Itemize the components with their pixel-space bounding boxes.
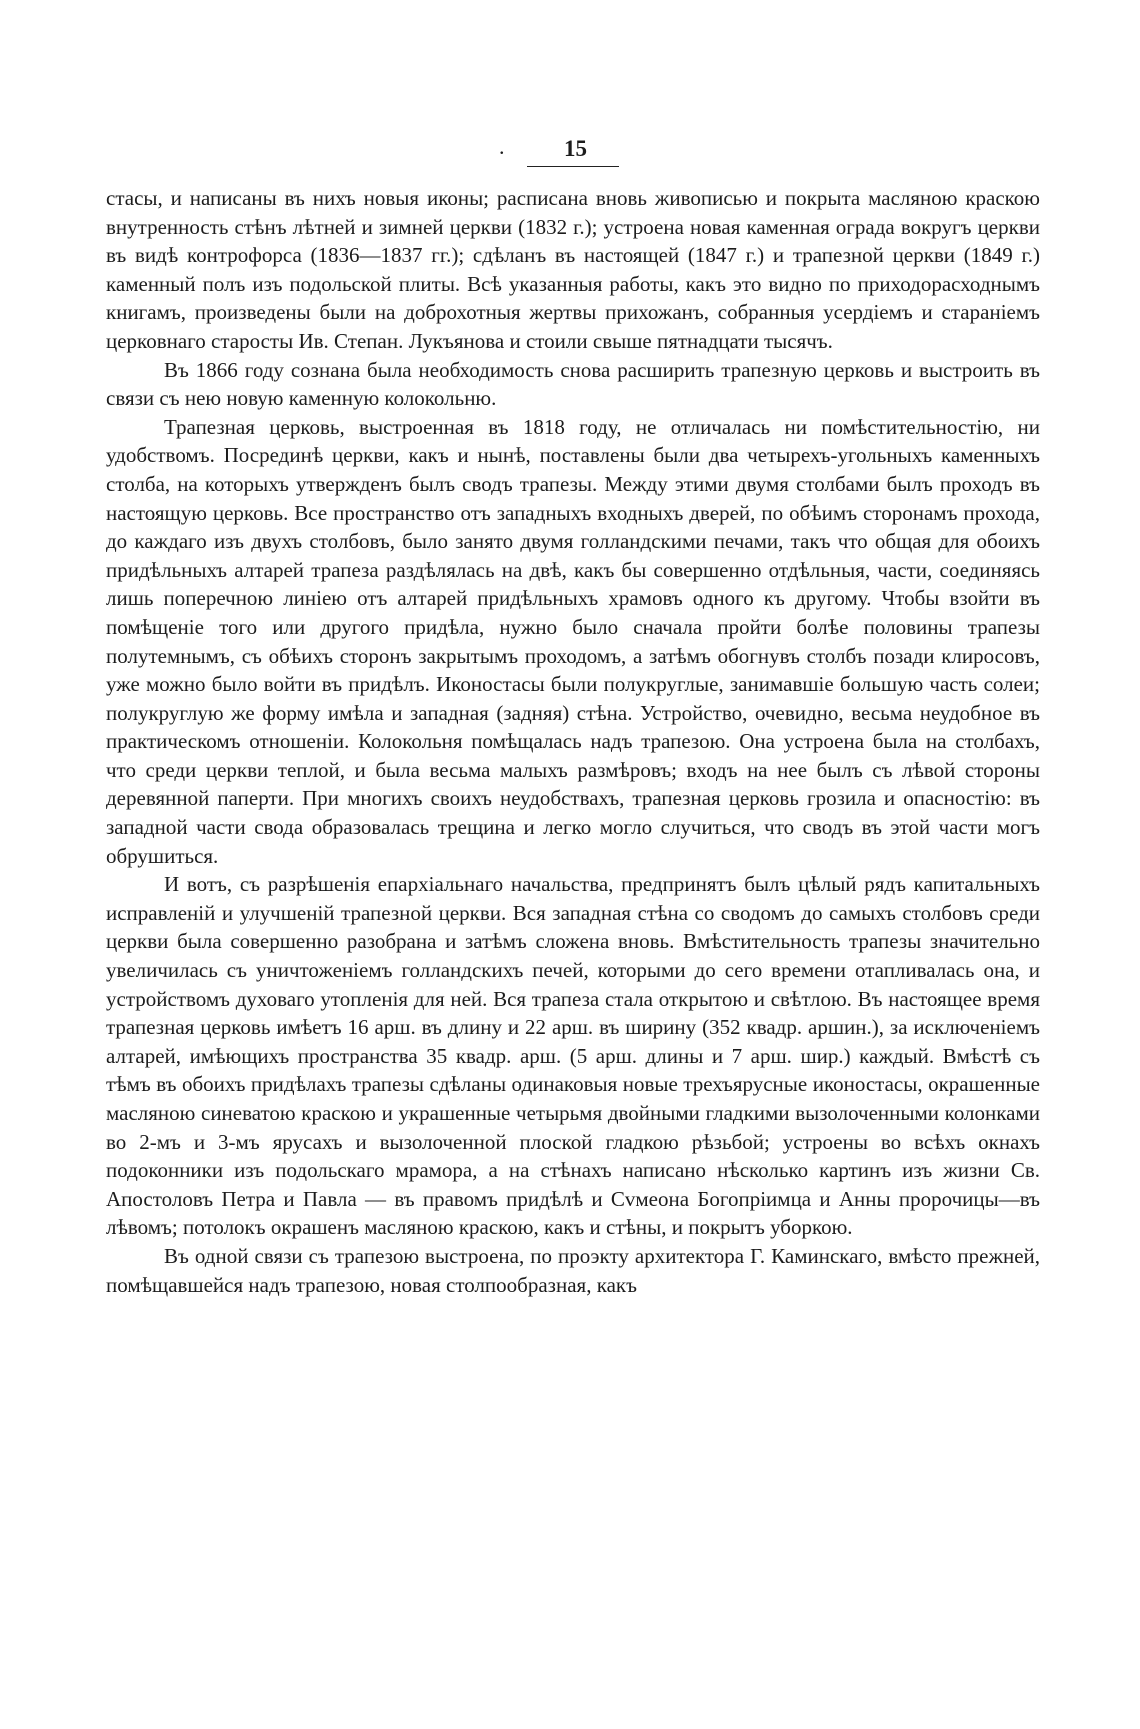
paragraph-i-vot: И вотъ, съ разрѣшенія епархіальнаго начальства, предпринятъ былъ цѣлый рядъ капитальныхъ исправленій и улучшеній трапезной церкви. Вся западная стѣна со сводомъ до самыхъ столбовъ среди церкви была совершенно разобрана и затѣмъ сложена вновь. Вмѣстительность трапезы значительно увеличилась съ уничтоженіемъ голландскихъ печей, которыми до сего времени отапливалась она, и устройствомъ духоваго утопленія для ней. Вся трапеза стала открытою и свѣтлою. Въ настоящее время трапезная церковь имѣетъ 16 арш. въ длину и 22 арш. въ ширину (352 квадр. аршин.), за исключеніемъ алтарей, имѣющихъ пространства 35 квадр. арш. (5 арш. длины и 7 арш. шир.) каждый. Вмѣстѣ съ тѣмъ въ обоихъ придѣлахъ трапезы сдѣланы одинаковыя новые трехъярусные иконостасы, окрашенные масляною синеватою краскою и украшенные четырьмя двойными гладкими вызолоченными колонками во 2-мъ и 3-мъ ярусахъ и вызолоченной плоской гладкою рѣзьбой; устроены во всѣхъ окнахъ подоконники изъ подольскаго мрамора, а на стѣнахъ написано нѣсколько картинъ изъ жизни Св. Апостоловъ Петра и Павла — въ правомъ придѣлѣ и Сvмеона Богопріимца и Анны пророчицы—въ лѣвомъ; потолокъ окрашенъ масляною краскою, какъ и стѣны, и покрытъ уборкою. bbox=[106, 872, 1040, 1240]
header-dot: . bbox=[499, 134, 505, 159]
page-header bbox=[0, 136, 1140, 176]
paragraph-1866: Въ 1866 году сознана была необходимость снова расширить трапезную церковь и выстроить въ связи съ нею новую каменную колокольню. bbox=[106, 357, 1040, 411]
paragraph-last: Въ одной связи съ трапезою выстроена, по проэкту архитектора Г. Каминскаго, вмѣсто прежней, помѣщавшейся надъ трапезою, новая столпообразная, какъ bbox=[106, 1243, 1040, 1297]
header-rule bbox=[527, 166, 619, 167]
paragraph-continuation: стасы, и написаны въ нихъ новыя иконы; расписана вновь живописью и покрыта масляною краскою внутренность стѣнъ лѣтней и зимней церкви (1832 г.); устроена новая каменная ограда вокругъ церкви въ видѣ контрофорса (1836—1837 гг.); сдѣланъ въ настоящей (1847 г.) и трапезной церкви (1849 г.) каменный полъ изъ подольской плиты. Всѣ указанныя работы, какъ это видно по приходорасходнымъ книгамъ, произведены были на доброхотныя жертвы прихожанъ, собранныя усердіемъ и стараніемъ церковнаго старосты Ив. Степан. Лукъянова и стоили свыше пятнадцати тысячъ. bbox=[106, 186, 1040, 353]
body-text bbox=[106, 184, 1040, 1299]
paragraph-trapeznaya: Трапезная церковь, выстроенная въ 1818 году, не отличалась ни помѣстительностію, ни удобствомъ. Посрединѣ церкви, какъ и нынѣ, поставлены были два четырехъ-угольныхъ каменныхъ столба, на которыхъ утвержденъ былъ сводъ трапезы. Между этими двумя столбами былъ проходъ въ настоящую церковь. Все пространство отъ западныхъ входныхъ дверей, по обѣимъ сторонамъ прохода, до каждаго изъ двухъ столбовъ, было занято двумя голландскими печами, такъ что общая для обоихъ придѣльныхъ алтарей трапеза раздѣлялась на двѣ, какъ бы совершенно отдѣльныя, части, соединяясь лишь поперечною линіею отъ алтарей придѣльныхъ храмовъ одного къ другому. Чтобы взойти въ помѣщеніе того или другого придѣла, нужно было сначала пройти болѣе половины трапезы полутемнымъ, съ обѣихъ сторонъ закрытымъ проходомъ, а затѣмъ обогнувъ столбъ позади клиросовъ, уже можно было войти въ придѣлъ. Иконостасы были полукруглые, занимавшіе большую часть солеи; полукруглую же форму имѣла и западная (задняя) стѣна. Устройство, очевидно, весьма неудобное въ практическомъ отношеніи. Колокольня помѣщалась надъ трапезою. Она устроена была на столбахъ, что среди церкви теплой, и была весьма малыхъ размѣровъ; входъ на нее былъ съ лѣвой стороны деревянной паперти. При многихъ своихъ неудобствахъ, трапезная церковь грозила и опасностію: въ западной части свода образовалась трещина и легко могло случиться, что сводъ въ этой части могъ обрушиться. bbox=[106, 414, 1040, 868]
page-number: 15 bbox=[564, 136, 587, 161]
